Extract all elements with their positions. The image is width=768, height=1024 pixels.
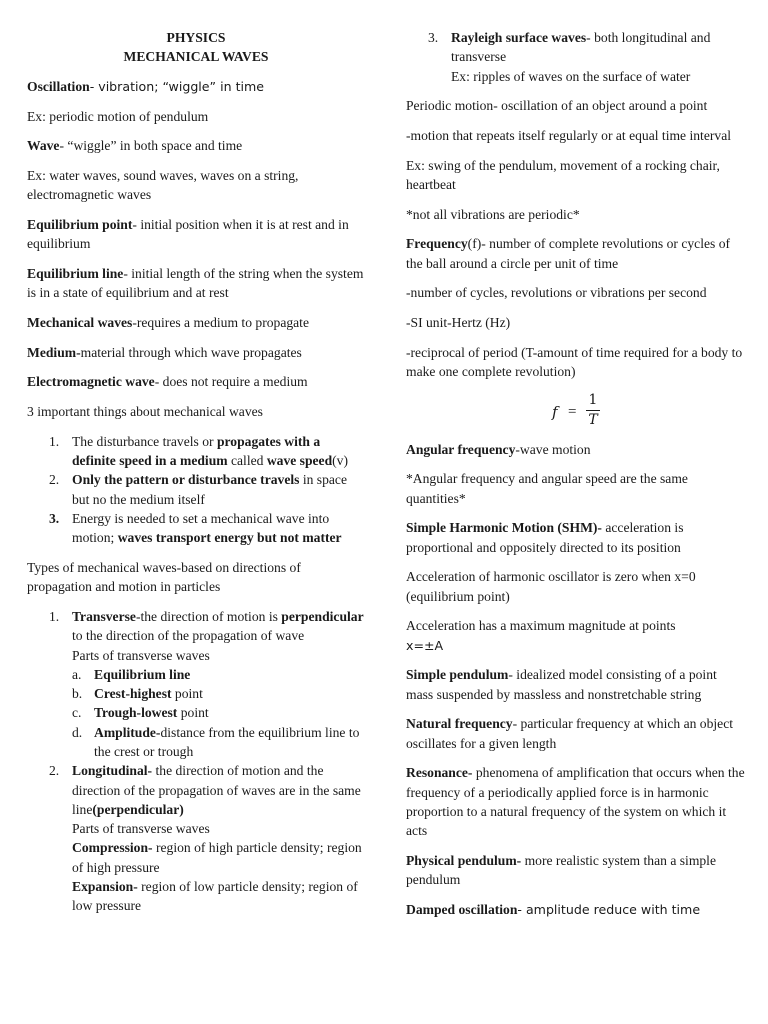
item-emphasis: Rayleigh surface waves <box>451 30 587 45</box>
list-number: 1. <box>49 433 60 449</box>
list-number: 1. <box>49 608 60 624</box>
item-text: Acceleration has a maximum magnitude at points <box>406 618 676 634</box>
oscillation-term: Oscillation <box>27 78 90 94</box>
doc-title-mechanical-waves: MECHANICAL WAVES <box>123 49 269 65</box>
longitudinal-parts-heading: Parts of transverse waves <box>72 821 210 837</box>
list-item <box>72 665 365 684</box>
list-item <box>27 432 365 471</box>
physical-pendulum-term: Physical pendulum- <box>406 852 522 868</box>
right-column <box>406 28 746 930</box>
list-item <box>27 509 365 548</box>
frequency-reciprocal: -reciprocal of period (T-amount of time required for a body to make one complete revolution) <box>406 344 743 379</box>
item-text: in space but no the medium itself <box>72 472 347 507</box>
frequency-term: Frequency <box>406 236 468 252</box>
item-emphasis: (perpendicular) <box>92 801 184 817</box>
formula-numerator: 1 <box>588 391 598 408</box>
item-emphasis: waves transport energy but not matter <box>117 530 342 546</box>
item-text: (v) <box>332 453 349 469</box>
wave-types-list <box>27 607 365 916</box>
list-number: 3. <box>49 510 60 526</box>
doc-title-physics: PHYSICS <box>166 30 226 45</box>
item-emphasis: propagates with a definite speed in a medium <box>72 433 321 469</box>
simple-pendulum-text: - idealized model consisting of a point mass suspended by massless and nonstretchable string <box>406 667 717 702</box>
natural-frequency-definition <box>406 714 746 753</box>
frequency-definition-2: -number of cycles, revolutions or vibrations per second <box>406 285 707 301</box>
equilibrium-line-text: - initial length of the string when the system is in a state of equilibrium and at rest <box>27 266 364 301</box>
item-emphasis: Crest-highest <box>94 686 172 702</box>
item-text: called <box>227 453 267 469</box>
equilibrium-point-term: Equilibrium point <box>27 217 133 233</box>
important-things-list <box>27 432 365 548</box>
fraction-bar <box>586 410 600 411</box>
item-emphasis: Compression- <box>72 840 153 856</box>
item-text: distance from the equilibrium line to the crest or trough <box>94 724 360 759</box>
item-text: - both longitudinal and transverse <box>451 30 711 65</box>
natural-frequency-term: Natural frequency <box>406 716 513 732</box>
physical-pendulum-text: more realistic system than a simple pendulum <box>406 852 716 888</box>
left-column <box>27 28 365 926</box>
list-letter: a. <box>72 666 82 682</box>
wave-definition <box>27 136 365 155</box>
item-emphasis: Trough-lowest <box>94 705 178 721</box>
item-emphasis: Equilibrium line <box>94 666 191 682</box>
medium-term: Medium- <box>27 344 81 360</box>
wave-term: Wave <box>27 138 60 154</box>
simple-pendulum-definition <box>406 665 746 704</box>
simple-pendulum-term: Simple pendulum <box>406 667 509 683</box>
expansion-definition <box>72 877 365 916</box>
acceleration-zero: Acceleration of harmonic oscillator is zero when x=0 (equilibrium point) <box>406 569 696 604</box>
list-letter: c. <box>72 705 82 721</box>
item-text: point <box>171 686 203 702</box>
important-things-intro: 3 important things about mechanical waves <box>27 404 263 420</box>
damped-oscillation-definition <box>406 900 746 919</box>
list-item <box>27 761 365 915</box>
shm-term: Simple Harmonic Motion (SHM)- <box>406 520 602 536</box>
item-emphasis: Longitudinal- <box>72 763 153 779</box>
shm-definition <box>406 518 746 557</box>
equilibrium-point-text: - initial position when it is at rest and in equilibrium <box>27 217 349 252</box>
resonance-text: phenomena of amplification that occurs when the frequency of a periodically applied force is in harmonic proportion to a natural frequency of the system on which it acts <box>406 765 745 839</box>
item-emphasis: wave speed <box>266 453 333 469</box>
transverse-parts-list <box>72 665 365 761</box>
list-item <box>72 703 365 722</box>
shm-text: acceleration is proportional and oppositely directed to its position <box>406 520 684 555</box>
item-text: x=±A <box>406 637 444 653</box>
item-emphasis: Only the pattern or disturbance travels <box>72 472 300 488</box>
electromagnetic-wave-definition <box>27 372 365 391</box>
list-letter: d. <box>72 724 83 740</box>
angular-frequency-definition <box>406 440 746 459</box>
list-item <box>27 607 365 761</box>
item-text: the direction of motion and the direction of the propagation of waves are in the same line <box>72 763 361 817</box>
periodic-note: *not all vibrations are periodic* <box>406 206 580 222</box>
item-text: point <box>177 705 209 721</box>
formula-f: f <box>552 402 558 421</box>
frequency-definition <box>406 234 746 273</box>
mechanical-waves-term: Mechanical waves <box>27 315 133 330</box>
types-intro: Types of mechanical waves-based on directions of propagation and motion in particles <box>27 559 301 595</box>
wave-example: Ex: water waves, sound waves, waves on a string, electromagnetic waves <box>27 168 299 203</box>
frequency-formula <box>406 392 746 432</box>
formula-equals: = <box>568 403 577 420</box>
list-item <box>27 470 365 509</box>
electromagnetic-wave-term: Electromagnetic wave <box>27 374 155 390</box>
formula-fraction <box>586 392 600 429</box>
list-number: 2. <box>49 763 60 779</box>
equilibrium-point-definition <box>27 215 365 254</box>
wave-types-list-continued <box>406 28 746 86</box>
item-text: region of low particle density; region of low pressure <box>72 879 358 914</box>
rayleigh-example: Ex: ripples of waves on the surface of water <box>451 68 691 84</box>
mechanical-waves-text: -requires a medium to propagate <box>132 315 309 330</box>
item-emphasis: perpendicular <box>281 608 364 624</box>
item-text: -the direction of motion is <box>135 608 282 624</box>
transverse-parts-heading: Parts of transverse waves <box>72 647 210 663</box>
resonance-definition <box>406 763 746 840</box>
equilibrium-line-definition <box>27 264 365 303</box>
medium-text: material through which wave propagates <box>80 344 302 360</box>
angular-frequency-text: -wave motion <box>515 441 591 457</box>
angular-frequency-term: Angular frequency <box>406 441 516 457</box>
item-text: to the direction of the propagation of wave <box>72 628 305 644</box>
damped-oscillation-text: - amplitude reduce with time <box>517 901 701 917</box>
list-number: 3. <box>428 30 439 45</box>
periodic-motion-example: Ex: swing of the pendulum, movement of a rocking chair, heartbeat <box>406 157 720 192</box>
item-text: Energy is needed to set a mechanical wave into motion; <box>72 510 330 546</box>
list-item <box>72 684 365 703</box>
item-emphasis: Amplitude- <box>94 724 161 740</box>
resonance-term: Resonance- <box>406 765 473 781</box>
damped-oscillation-term: Damped oscillation <box>406 901 518 917</box>
list-item <box>406 28 746 86</box>
frequency-text: (f)- number of complete revolutions or cycles of the ball around a circle per unit of time <box>406 236 731 271</box>
list-number: 2. <box>49 472 60 488</box>
physical-pendulum-definition <box>406 851 746 890</box>
wave-text: - “wiggle” in both space and time <box>59 138 243 154</box>
angular-frequency-note: *Angular frequency and angular speed are the same quantities* <box>406 471 688 506</box>
oscillation-text: - vibration; “wiggle” in time <box>89 78 265 94</box>
equilibrium-line-term: Equilibrium line <box>27 266 124 282</box>
oscillation-example: Ex: periodic motion of pendulum <box>27 108 209 124</box>
item-emphasis: Expansion- <box>72 879 138 895</box>
formula-denominator: T <box>588 411 598 428</box>
item-text: region of high particle density; region of high pressure <box>72 840 362 875</box>
acceleration-max <box>406 616 746 655</box>
mechanical-waves-definition <box>27 313 365 332</box>
medium-definition <box>27 343 365 362</box>
list-letter: b. <box>72 686 83 702</box>
compression-definition <box>72 838 365 877</box>
item-text: The disturbance travels or <box>72 433 217 449</box>
periodic-motion-definition: Periodic motion- oscillation of an object around a point <box>406 98 708 114</box>
frequency-si-unit: -SI unit-Hertz (Hz) <box>406 315 511 330</box>
periodic-motion-definition-2: -motion that repeats itself regularly or at equal time interval <box>406 127 732 143</box>
natural-frequency-text: - particular frequency at which an object oscillates for a given length <box>406 716 734 751</box>
item-emphasis: Transverse <box>72 608 136 624</box>
list-item <box>72 723 365 762</box>
electromagnetic-wave-text: - does not require a medium <box>154 374 308 390</box>
oscillation-definition <box>27 77 365 96</box>
